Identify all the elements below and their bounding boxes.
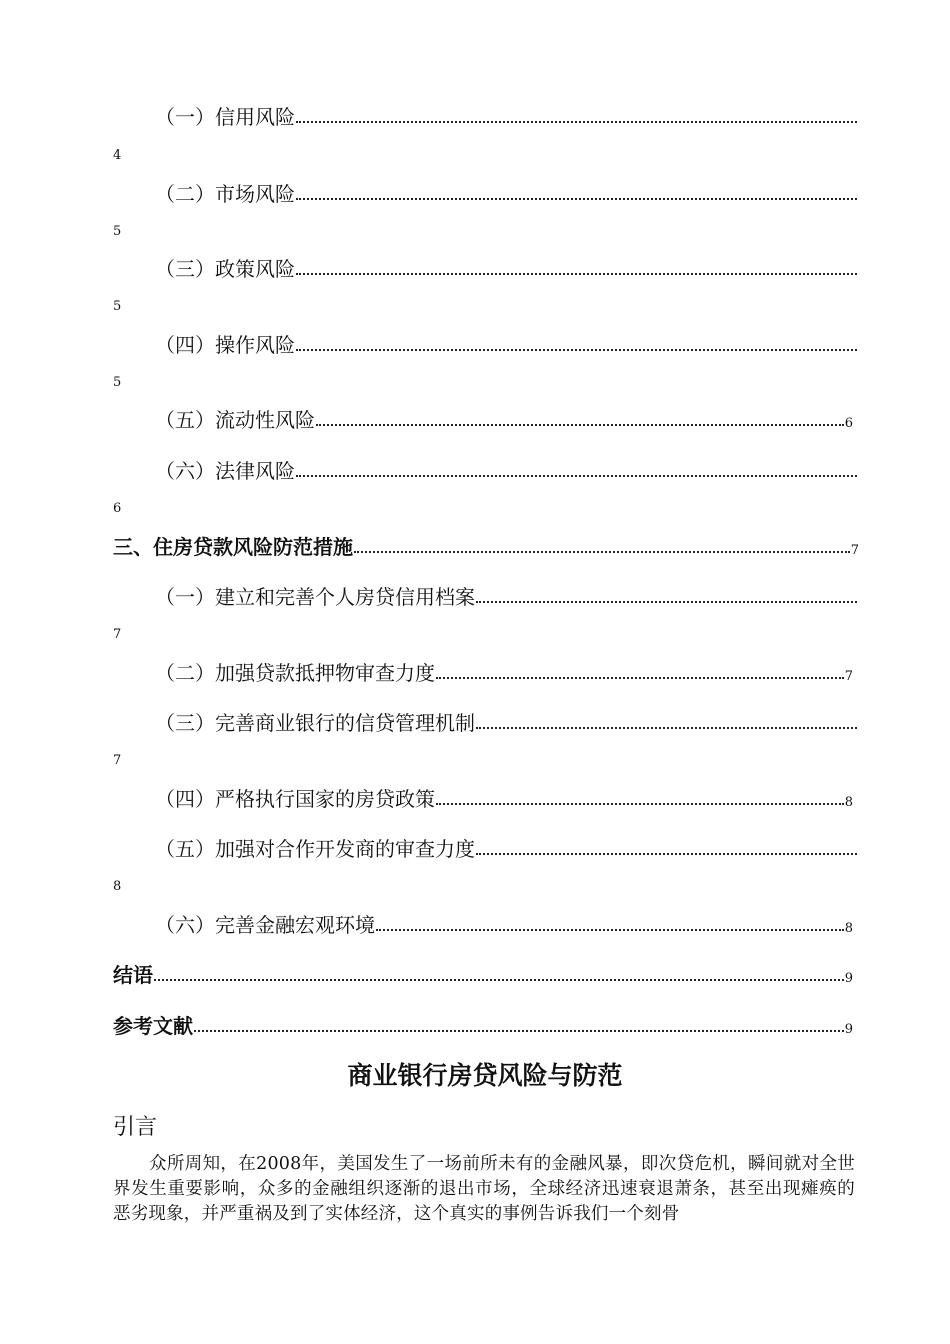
- toc-leader: [296, 196, 857, 200]
- document-title: 商业银行房贷风险与防范: [347, 1061, 623, 1090]
- toc-entry-label: 结语: [113, 963, 153, 987]
- toc-leader: [476, 599, 857, 603]
- toc-leader: [296, 271, 857, 275]
- toc-leader: [376, 927, 844, 931]
- toc-entry-label: （一）建立和完善个人房贷信用档案: [155, 585, 475, 609]
- toc-leader: [194, 1028, 844, 1032]
- toc-entry-chapter[interactable]: [113, 1013, 853, 1039]
- toc-entry-page: 9: [844, 1022, 853, 1037]
- toc-entry-page: 5: [113, 224, 122, 239]
- toc-entry[interactable]: [155, 407, 853, 433]
- toc-entry[interactable]: [155, 332, 858, 358]
- toc-leader: [436, 675, 844, 679]
- toc-entry-page: 8: [844, 795, 853, 810]
- toc-entry-page: 7: [113, 627, 122, 642]
- toc-entry-label: （五）加强对合作开发商的审查力度: [155, 837, 475, 861]
- intro-paragraph: 众所周知，在2008年，美国发生了一场前所未有的金融风暴，即次贷危机，瞬间就对全世界发生重要影响，众多的金融组织逐渐的退出市场，全球经济迅速衰退萧条，甚至出现瘫痪的恶劣现象，并严重祸及到了实体经济，这个真实的事例告诉我们一个刻骨: [113, 1154, 855, 1224]
- toc-entry[interactable]: [155, 786, 853, 812]
- toc-entry-page: 6: [113, 501, 122, 516]
- toc-entry-page: 8: [844, 921, 853, 936]
- toc-entry-label: （四）操作风险: [155, 333, 295, 357]
- toc-entry[interactable]: [155, 256, 858, 282]
- toc-entry-page: 5: [113, 299, 122, 314]
- toc-entry[interactable]: [155, 584, 858, 610]
- toc-entry-page: 6: [844, 416, 853, 431]
- toc-leader: [436, 801, 844, 805]
- toc-leader: [476, 851, 857, 855]
- toc-entry[interactable]: [155, 104, 858, 130]
- toc-entry-page: 4: [113, 148, 122, 163]
- toc-entry-page: 9: [844, 971, 853, 986]
- toc-entry-label: （六）完善金融宏观环境: [155, 913, 375, 937]
- toc-entry-chapter[interactable]: [113, 534, 859, 560]
- toc-entry-label: （三）政策风险: [155, 257, 295, 281]
- toc-entry-label: （二）加强贷款抵押物审查力度: [155, 661, 435, 685]
- toc-entry[interactable]: [155, 836, 858, 862]
- toc-entry-page: 8: [113, 879, 122, 894]
- toc-leader: [154, 977, 844, 981]
- toc-entry-page: 7: [850, 543, 859, 558]
- toc-entry-label: （四）严格执行国家的房贷政策: [155, 787, 435, 811]
- toc-entry-label: （三）完善商业银行的信贷管理机制: [155, 711, 475, 735]
- toc-entry[interactable]: [155, 181, 858, 207]
- toc-entry-label: （一）信用风险: [155, 105, 295, 129]
- toc-entry-page: 7: [113, 753, 122, 768]
- toc-entry-page: 7: [844, 669, 853, 684]
- toc-leader: [296, 119, 857, 123]
- toc-leader: [296, 473, 857, 477]
- toc-entry-label: 参考文献: [113, 1014, 193, 1038]
- toc-entry[interactable]: [155, 660, 853, 686]
- toc-entry-label: （二）市场风险: [155, 182, 295, 206]
- toc-entry[interactable]: [155, 710, 858, 736]
- toc-leader: [296, 347, 857, 351]
- toc-entry[interactable]: [155, 912, 853, 938]
- toc-entry[interactable]: [155, 458, 858, 484]
- intro-heading: 引言: [113, 1115, 158, 1140]
- toc-entry-label: 三、住房贷款风险防范措施: [113, 535, 353, 559]
- toc-entry-label: （五）流动性风险: [155, 408, 315, 432]
- toc-entry-chapter[interactable]: [113, 962, 853, 988]
- toc-entry-page: 5: [113, 375, 122, 390]
- toc-leader: [476, 725, 857, 729]
- toc-leader: [354, 549, 850, 553]
- toc-leader: [316, 422, 844, 426]
- toc-entry-label: （六）法律风险: [155, 459, 295, 483]
